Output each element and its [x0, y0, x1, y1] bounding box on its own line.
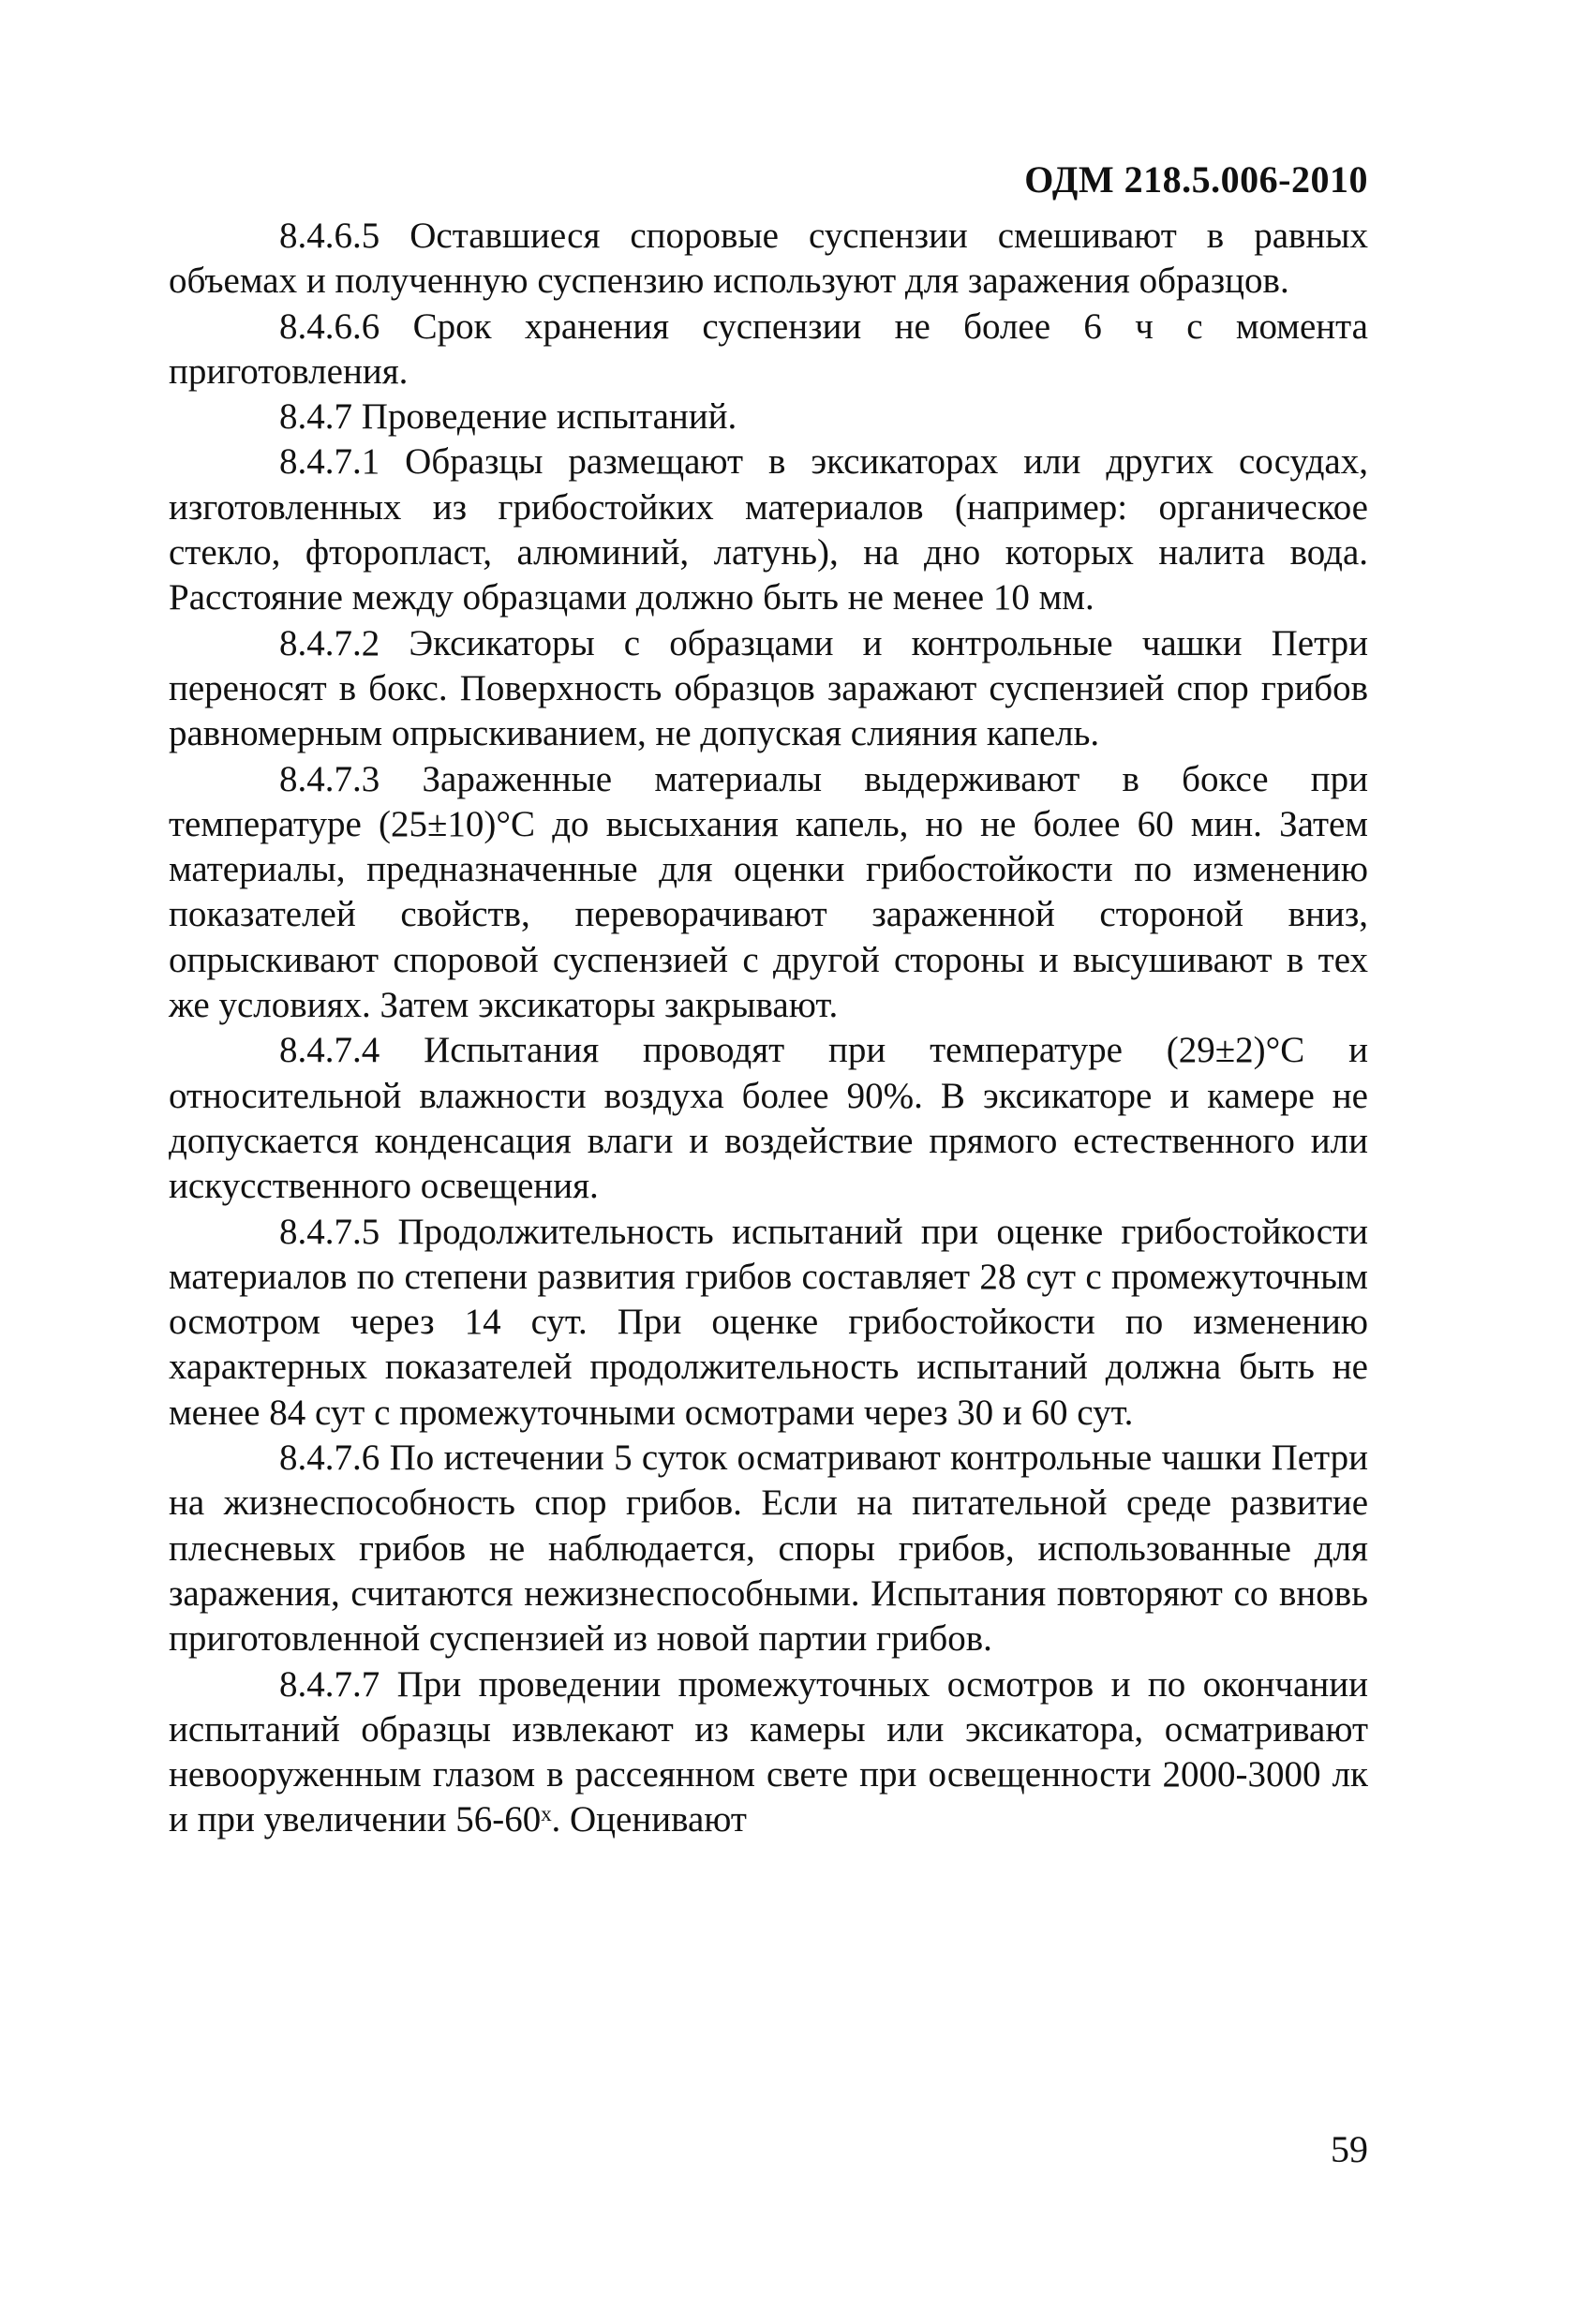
document-page [169, 0, 1368, 2324]
paragraph-8-4-7-5: 8.4.7.5 Продолжительность испытаний при оценке грибостойкости материалов по степени развития грибов составляет 28 сут с промежуточным осмотром через 14 сут. При оценке грибостойкости по изменению характерных показателей продолжительность испытаний должна быть не менее 84 сут с промежуточными осмотрами через 30 и 60 сут. [169, 1211, 1368, 1433]
paragraph-8-4-7-7: 8.4.7.7 При проведении промежуточных осмотров и по окончании испытаний образцы извлекают из камеры или эксикатора, осматривают невооруженным глазом в рассеянном свете при освещенности 2000-3000 лк и при увеличении 56-60ˣ. Оценивают [169, 1663, 1368, 1840]
paragraph-8-4-7-4: 8.4.7.4 Испытания проводят при температуре (29±2)°С и относительной влажности воздуха более 90%. В эксикаторе и камере не допускается конденсация влаги и воздействие прямого естественного или искусственного освещения. [169, 1030, 1368, 1207]
paragraph-8-4-6-6: 8.4.6.6 Срок хранения суспензии не более 6 ч с момента приготовления. [169, 305, 1368, 392]
paragraph-8-4-7-3: 8.4.7.3 Зараженные материалы выдерживают в боксе при температуре (25±10)°С до высыхания капель, но не более 60 мин. Затем материалы, предназначенные для оценки грибостойкости по изменению показателей свойств, переворачивают зараженной стороной вниз, опрыскивают споровой суспензией с другой стороны и высушивают в тех же условиях. Затем эксикаторы закрывают. [169, 758, 1368, 1026]
paragraph-8-4-7-1: 8.4.7.1 Образцы размещают в эксикаторах или других сосудах, изготовленных из грибостойких материалов (например: органическое стекло, фторопласт, алюминий, латунь), на дно которых налита вода. Расстояние между образцами должно быть не менее 10 мм. [169, 441, 1368, 618]
page-number: 59 [1331, 2128, 1368, 2170]
document-code-header: ОДМ 218.5.006-2010 [1024, 158, 1368, 201]
document-body [169, 214, 1368, 1843]
paragraph-8-4-7-2: 8.4.7.2 Эксикаторы с образцами и контрольные чашки Петри переносят в бокс. Поверхность образцов заражают суспензией спор грибов равномерным опрыскиванием, не допуская слияния капель. [169, 622, 1368, 754]
paragraph-8-4-7: 8.4.7 Проведение испытаний. [279, 396, 737, 438]
paragraph-8-4-7-6: 8.4.7.6 По истечении 5 суток осматривают контрольные чашки Петри на жизнеспособность спор грибов. Если на питательной среде развитие плесневых грибов не наблюдается, споры грибов, использованные для заражения, считаются нежизнеспособными. Испытания повторяют со вновь приготовленной суспензией из новой партии грибов. [169, 1438, 1368, 1660]
paragraph-8-4-6-5: 8.4.6.5 Оставшиеся споровые суспензии смешивают в равных объемах и полученную суспензию используют для заражения образцов. [169, 216, 1368, 302]
